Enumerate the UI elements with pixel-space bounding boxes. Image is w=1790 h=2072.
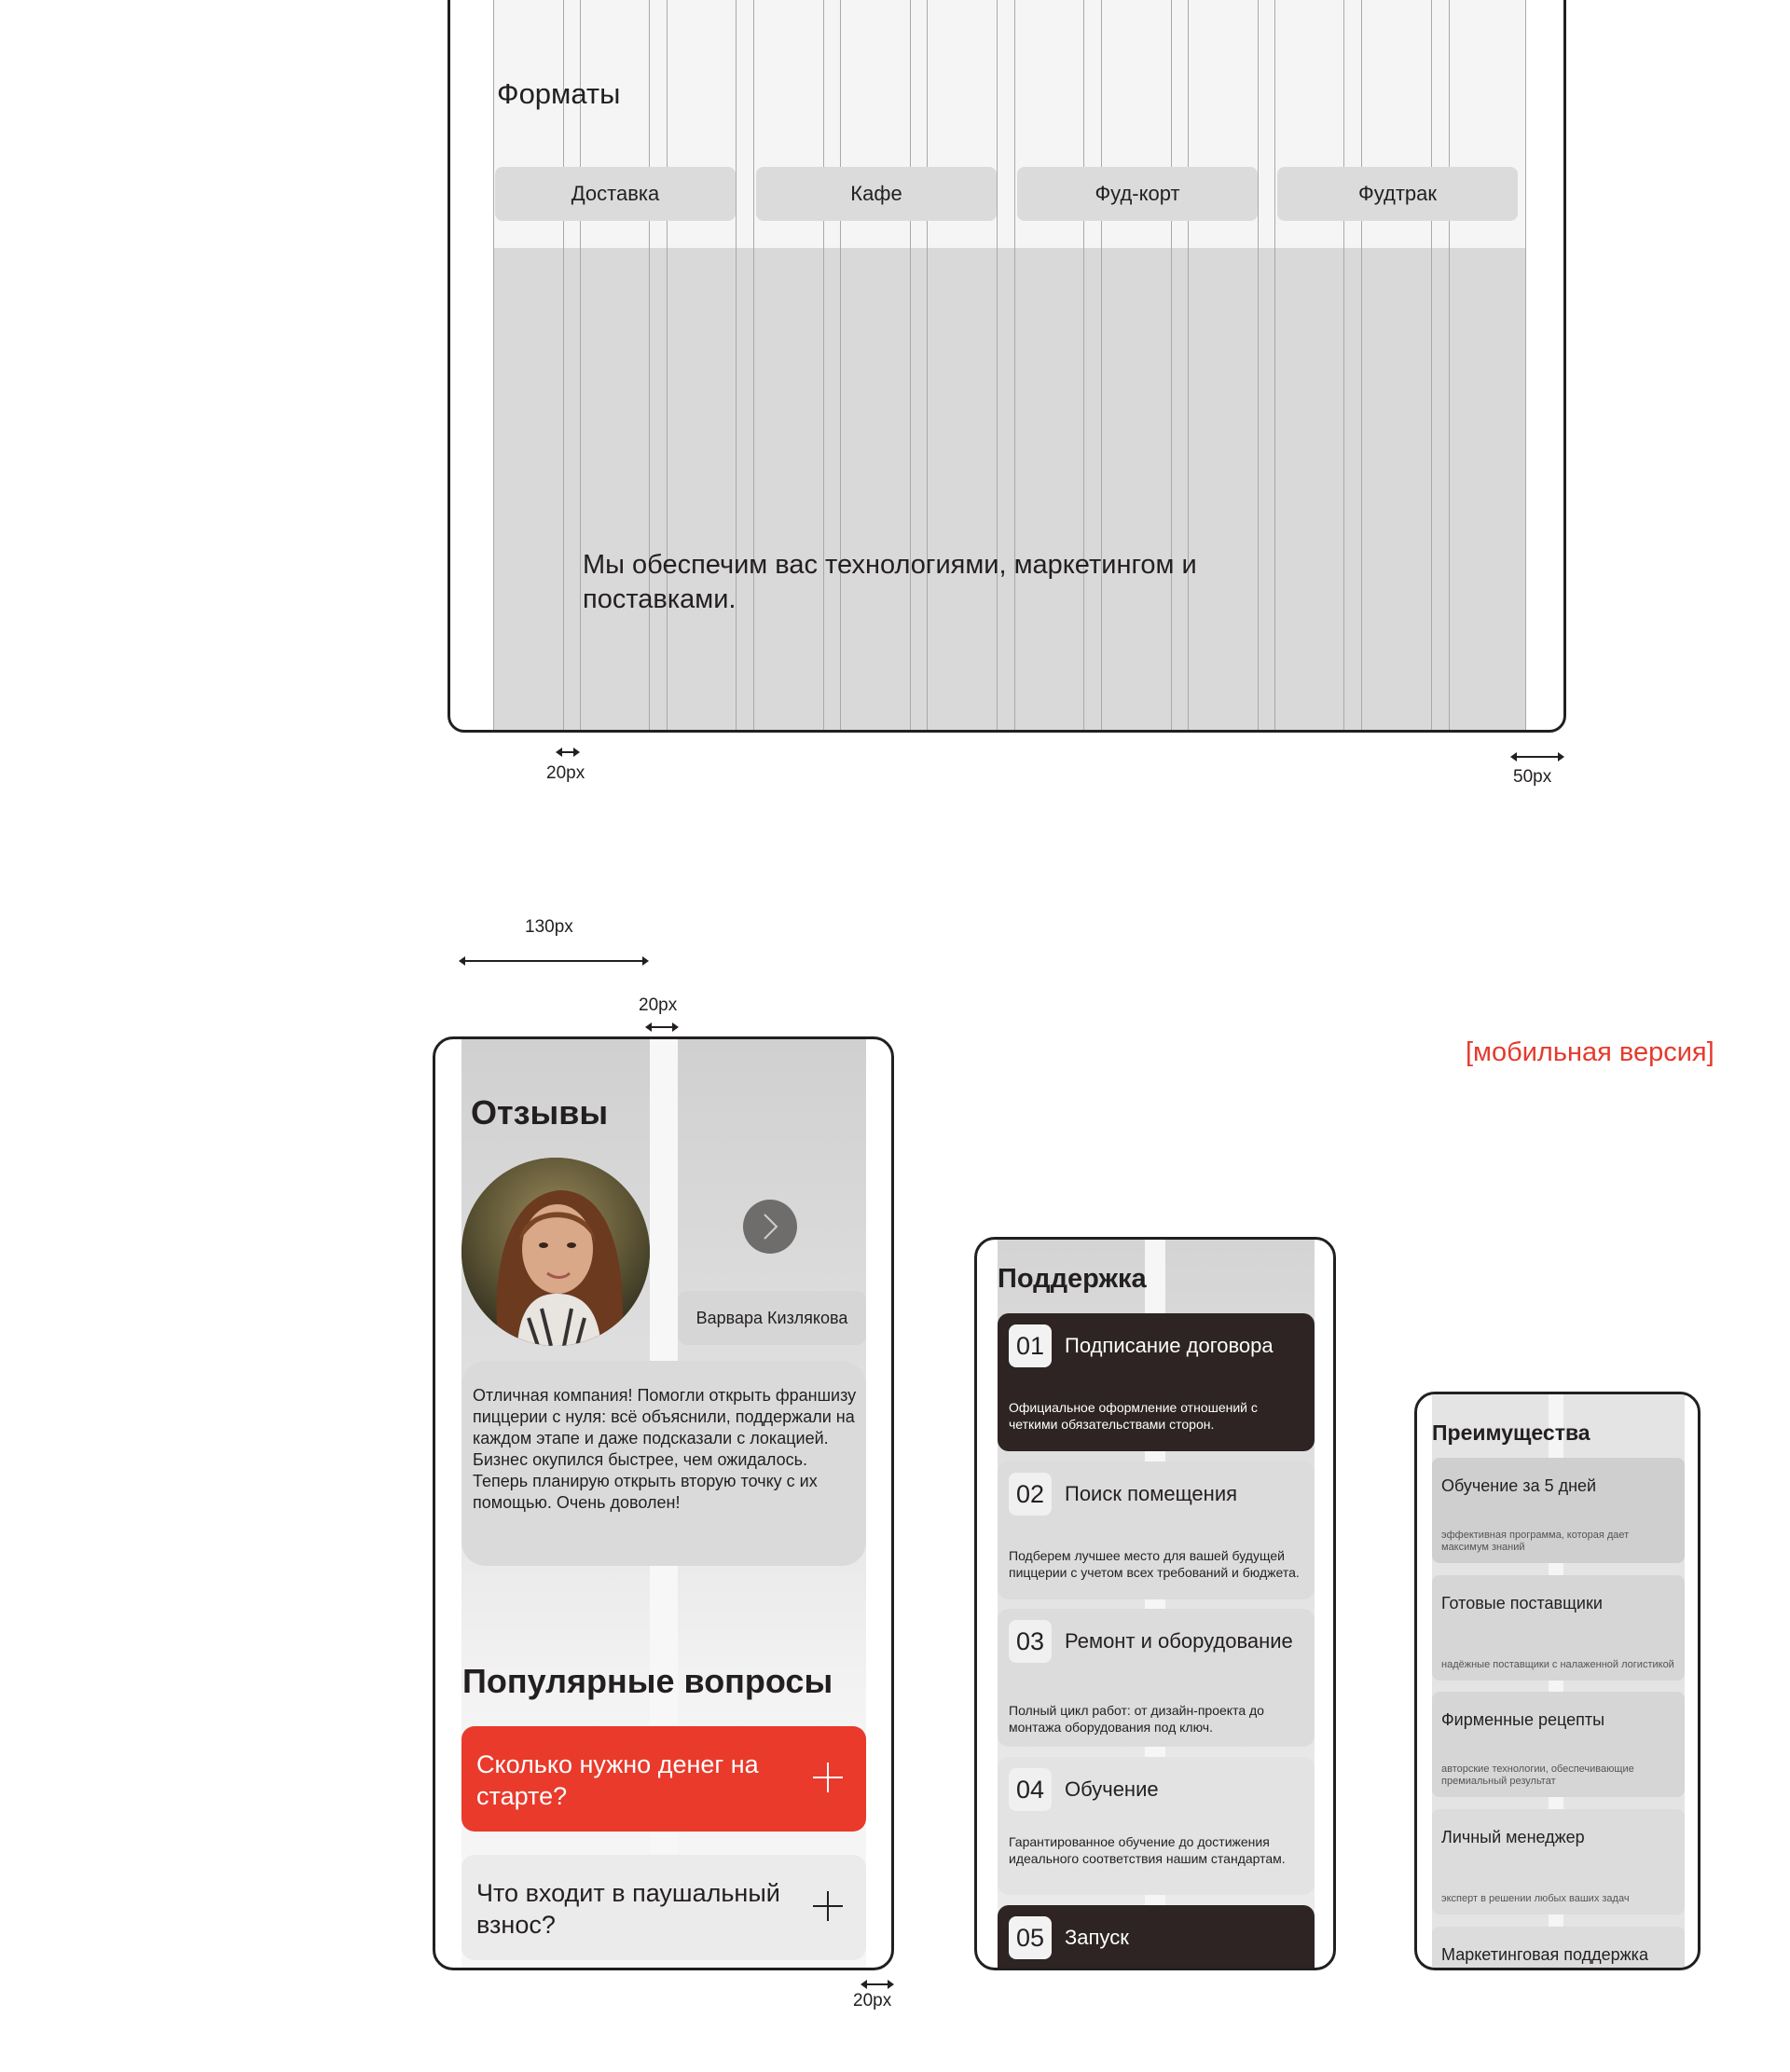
faq-item[interactable] [461, 1855, 866, 1960]
faq-item[interactable] [461, 1726, 866, 1832]
advantage-title: Фирменные рецепты [1441, 1710, 1605, 1729]
support-step[interactable] [998, 1905, 1315, 1970]
formats-title: Форматы [497, 77, 621, 110]
step-description: Гарантированное обучение до достижения идеального соответствия нашим стандартам. [1009, 1834, 1286, 1866]
advantage-card[interactable] [1432, 1927, 1685, 1970]
advantage-description: авторские технологии, обеспечивающие премиальный результат [1441, 1763, 1634, 1787]
advantage-card[interactable] [1432, 1692, 1685, 1797]
mobile-support-screen [974, 1237, 1336, 1970]
plus-icon [810, 1760, 846, 1795]
plus-icon [810, 1888, 846, 1924]
step-number: 03 [1009, 1620, 1052, 1663]
step-description: Полный цикл работ: от дизайн-проекта до монтажа оборудования под ключ. [1009, 1703, 1264, 1735]
mobile-reviews-screen [433, 1036, 894, 1970]
mobile-version-tag: [мобильная версия] [1466, 1037, 1714, 1067]
advantage-card[interactable] [1432, 1575, 1685, 1681]
step-number: 04 [1009, 1768, 1052, 1811]
support-step[interactable] [998, 1757, 1315, 1895]
mobile-gutter-label: 20px [639, 995, 678, 1015]
step-title: Подписание договора [1065, 1334, 1274, 1357]
step-description: Подберем лучшее место для вашей будущей пиццерии с учетом всех требований и бюджета. [1009, 1548, 1300, 1580]
advantage-description: эффективная программа, которая дает максимум знаний [1441, 1530, 1630, 1553]
reviewer-name: Варвара Кизлякова [678, 1291, 866, 1345]
faq-title: Популярные вопросы [462, 1662, 833, 1700]
support-step[interactable] [998, 1313, 1315, 1451]
reviewer-avatar [461, 1158, 650, 1346]
margin-arrow [1512, 756, 1563, 758]
step-number: 01 [1009, 1324, 1052, 1367]
support-step[interactable] [998, 1609, 1315, 1747]
format-tab-cafe[interactable]: Кафе [756, 167, 997, 221]
step-number: 02 [1009, 1473, 1052, 1516]
chevron-right-icon [759, 1212, 781, 1242]
step-description: Официальное оформление отношений с четкими обязательствами сторон. [1009, 1400, 1258, 1432]
format-tab-foodtruck[interactable]: Фудтрак [1277, 167, 1518, 221]
advantages-title: Преимущества [1432, 1420, 1590, 1445]
advantage-description: эксперт в решении любых ваших задач [1441, 1893, 1630, 1904]
mobile-gutter-arrow [647, 1026, 677, 1028]
reviews-title: Отзывы [471, 1093, 609, 1132]
mobile-advantages-screen [1414, 1392, 1700, 1970]
mobile-margin-arrow [862, 1983, 892, 1985]
advantage-title: Готовые поставщики [1441, 1594, 1603, 1612]
faq-question: Сколько нужно денег на старте? [476, 1750, 759, 1810]
step-title: Обучение [1065, 1777, 1159, 1801]
mobile-margin-label: 20px [853, 1991, 892, 2010]
step-title: Запуск [1065, 1926, 1129, 1949]
step-title: Поиск помещения [1065, 1482, 1238, 1505]
desktop-formats-frame [448, 0, 1566, 733]
column-width-arrow [461, 960, 647, 962]
advantage-card[interactable] [1432, 1809, 1685, 1914]
advantage-description: надёжные поставщики с налаженной логистикой [1441, 1659, 1674, 1670]
formats-tagline: Мы обеспечим вас технологиями, маркетингом и поставками. [583, 550, 1197, 614]
step-title: Ремонт и оборудование [1065, 1629, 1293, 1653]
column-width-label: 130px [525, 917, 573, 937]
review-card [461, 1361, 866, 1566]
gutter-label: 20px [546, 763, 585, 783]
format-tab-delivery[interactable]: Доставка [495, 167, 736, 221]
format-tab-foodcourt[interactable]: Фуд-корт [1017, 167, 1258, 221]
next-review-button[interactable] [743, 1200, 797, 1254]
step-number: 05 [1009, 1916, 1052, 1959]
margin-label: 50px [1513, 767, 1552, 787]
review-text: Отличная компания! Помогли открыть франшизу пиццерии с нуля: всё объяснили, поддержали на каждом этапе и даже подсказали с локацией. Бизнес окупился быстрее, чем ожидалось. Теперь планирую открыть вторую точку с их помощью. Очень доволен! [473, 1386, 857, 1512]
faq-question: Что входит в паушальный взнос? [476, 1879, 780, 1939]
advantage-title: Личный менеджер [1441, 1828, 1585, 1846]
support-title: Поддержка [998, 1264, 1147, 1294]
advantage-title: Маркетинговая поддержка [1441, 1945, 1648, 1964]
gutter-arrow [558, 751, 578, 753]
advantage-title: Обучение за 5 дней [1441, 1476, 1597, 1495]
advantage-card[interactable] [1432, 1458, 1685, 1563]
support-step[interactable] [998, 1461, 1315, 1599]
